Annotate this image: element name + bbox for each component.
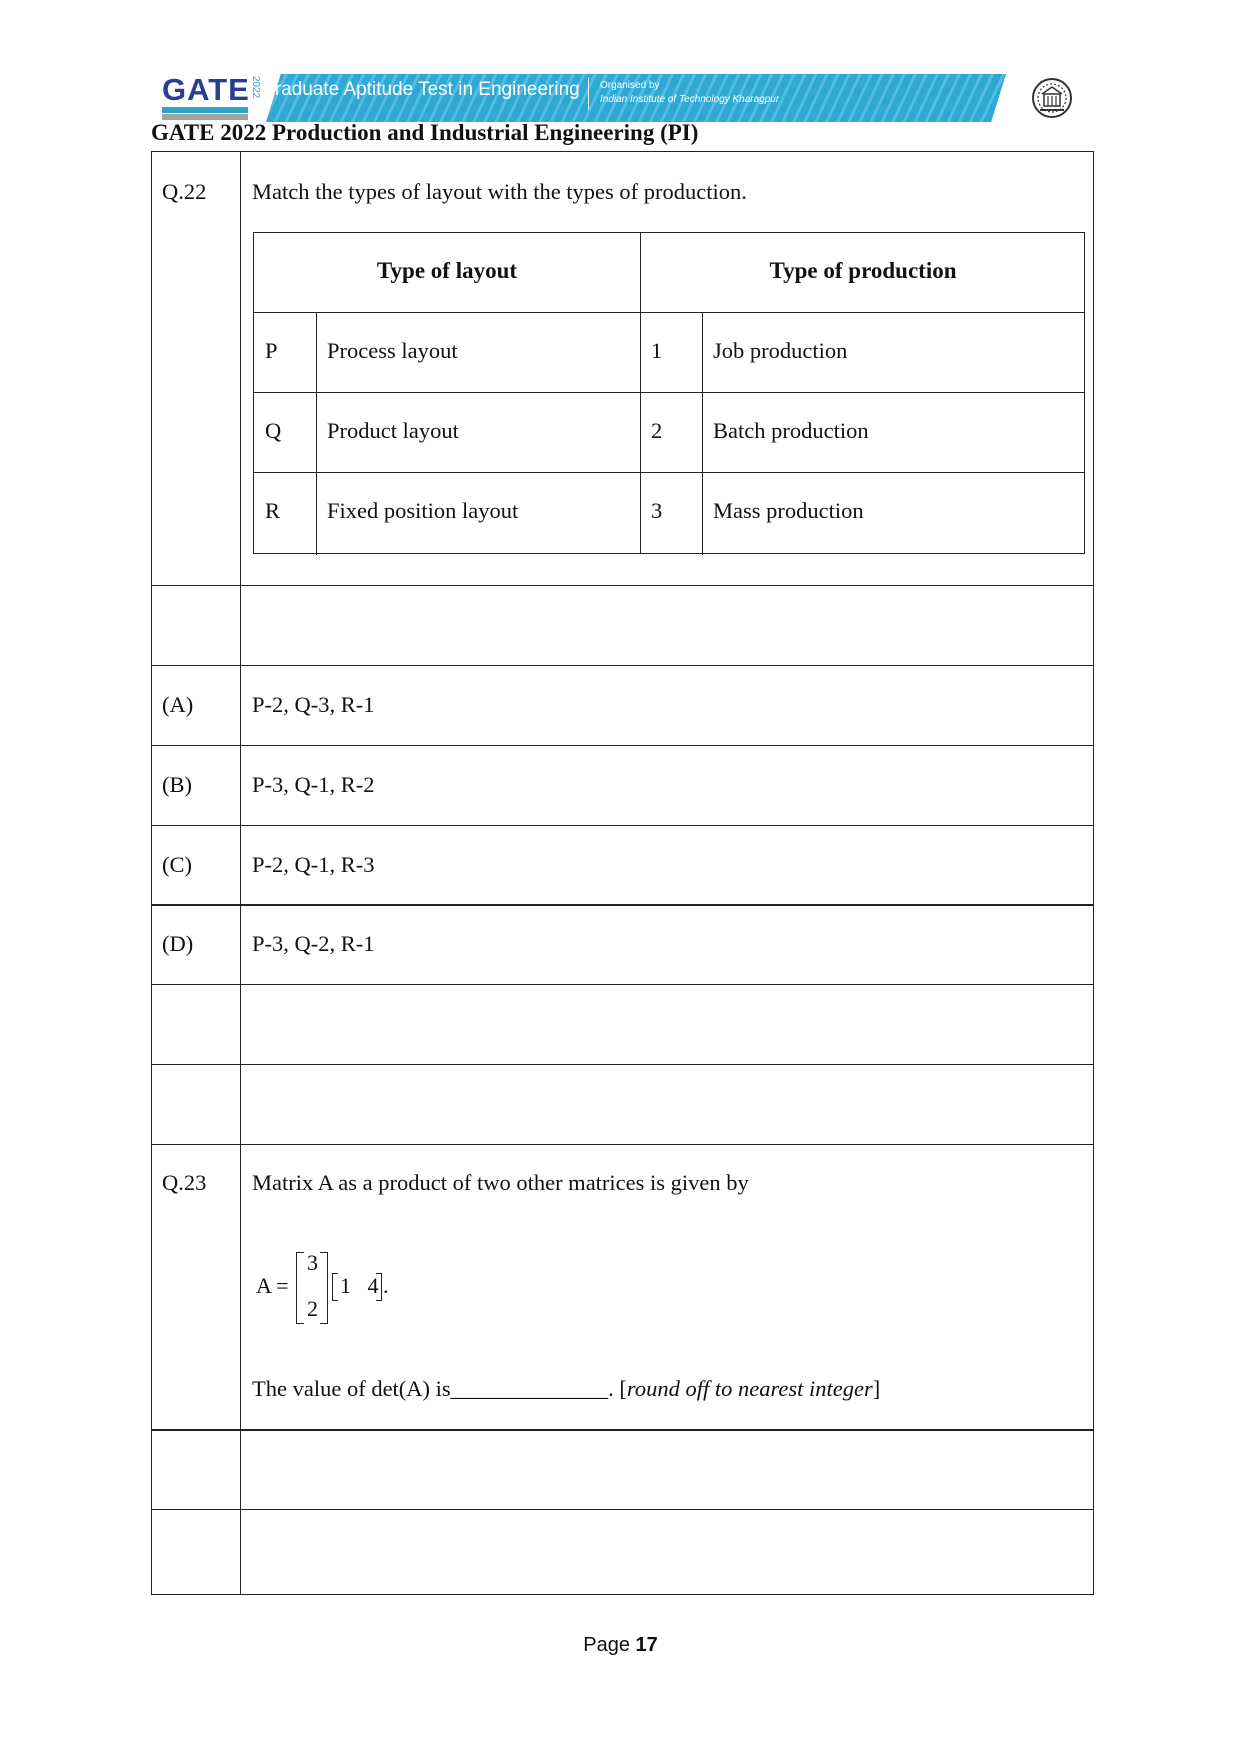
gate-logo-text: GATE [162,72,250,107]
match-row-production: Mass production [713,498,864,523]
option-label-b: (B) [162,772,192,797]
question-table [151,151,1094,1595]
det-question [252,1376,880,1402]
match-table-row-line [254,472,1084,473]
right-bracket [376,1273,382,1301]
match-table-row-line [254,392,1084,393]
option-text-c: P-2, Q-1, R-3 [252,852,375,877]
row-divider [152,745,1093,746]
document-title: GATE 2022 Production and Industrial Engineering (PI) [151,120,699,145]
match-table-header-layout: Type of layout [376,258,518,283]
question-text: Matrix A as a product of two other matrices is given by [252,1170,749,1195]
left-bracket [296,1252,304,1324]
banner-organised-label: Organised by [600,80,660,91]
page-label: Page [583,1634,630,1656]
row-divider [152,1509,1093,1510]
row-divider [152,1064,1093,1065]
row-divider [152,1144,1093,1145]
matrix-lhs: A = [256,1273,289,1298]
right-bracket [320,1252,328,1324]
banner-organiser: Indian Institute of Technology Kharagpur [600,94,780,105]
match-row-key: R [265,498,281,523]
row-vector: 1 4 [340,1273,379,1298]
column-vector-entry: 3 [307,1250,318,1275]
match-row-production: Job production [713,338,848,363]
match-row-layout: Process layout [327,338,458,363]
option-text-b: P-3, Q-1, R-2 [252,772,375,797]
question-number: Q.23 [162,1170,207,1195]
question-text: Match the types of layout with the types of production. [252,179,747,204]
det-question-suffix: ] [872,1376,881,1401]
det-question-prefix: The value of det(A) is______________. [ [252,1376,627,1401]
matrix-period: . [383,1273,389,1298]
row-divider [152,825,1093,826]
match-table [253,232,1085,554]
banner-title: Graduate Aptitude Test in Engineering [260,79,580,100]
match-row-production: Batch production [713,418,869,443]
option-label-d: (D) [162,931,194,956]
gate-logo-year: 2022 [250,76,261,99]
row-divider [152,585,1093,586]
option-text-a: P-2, Q-3, R-1 [252,692,375,717]
page-number [0,1634,1241,1657]
row-divider [152,665,1093,666]
option-label-c: (C) [162,852,192,877]
row-divider [152,984,1093,985]
match-row-layout: Product layout [327,418,459,443]
match-table-row-line [254,312,1084,313]
match-row-key: Q [265,418,282,443]
row-divider [152,904,1093,906]
det-question-instruction: round off to nearest integer [626,1376,873,1401]
match-table-col-line [316,312,317,555]
option-label-a: (A) [162,692,194,717]
iit-kharagpur-emblem-icon [1030,76,1074,120]
question-number: Q.22 [162,179,207,204]
matrix-expression [256,1246,436,1326]
row-divider [152,1429,1093,1431]
match-row-key: P [265,338,278,363]
match-table-header-production: Type of production [769,258,957,283]
banner-separator [588,78,589,110]
match-row-number: 1 [651,338,663,363]
match-table-col-line [702,312,703,555]
header-banner [158,70,1078,124]
column-vector-entry: 2 [307,1296,318,1321]
option-text-d: P-3, Q-2, R-1 [252,931,375,956]
table-column-divider [240,152,241,1594]
gate-logo-subtitle-bar [162,107,248,113]
left-bracket [332,1273,338,1301]
match-row-number: 2 [651,418,663,443]
match-row-number: 3 [651,498,663,523]
match-row-layout: Fixed position layout [327,498,519,523]
page-number-value: 17 [635,1634,658,1656]
gate-logo [158,72,261,124]
